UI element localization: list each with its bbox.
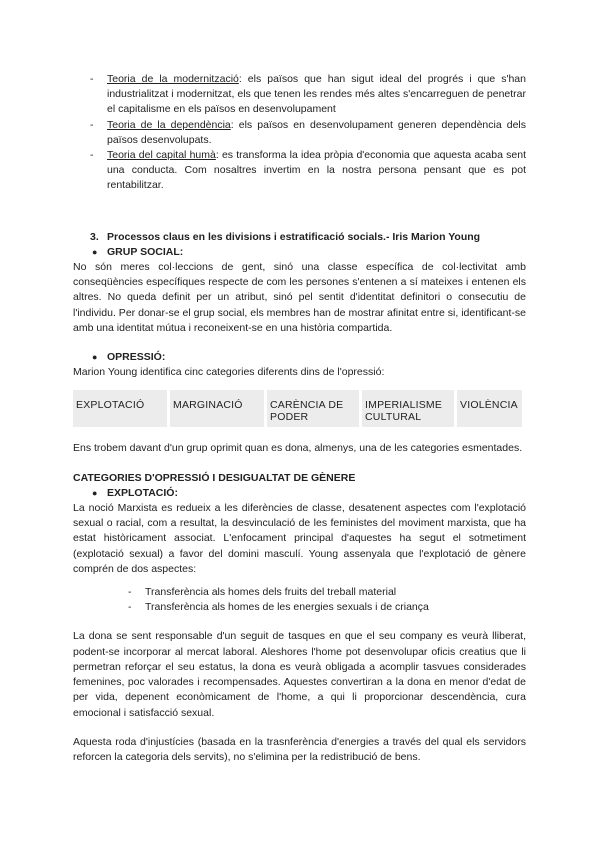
dash-bullet: -: [90, 73, 94, 85]
paragraph-2: La dona se sent responsable d'un seguit de tasques en que el seu company es veurà lliberat, podent-se incorporar al mercat laboral. Aleshores l'home pot desenvolupar oficis creatius que li permetran reforçar el seu estatus, la dona es veurà obligada a acomplir tasvues considerades femenines, poc valorades i recompensades. Aquestes convertiran a la dona en menor d'edat de per vida, depenent econòmicament de l'home, a qui li proporcionar descendència, cura emocional i satisfacció sexual.: [73, 630, 526, 719]
subheading-explotacio: [73, 486, 526, 501]
table-cell: CARÈNCIA DE PODER: [267, 390, 359, 427]
aspect-text: Transferència als homes dels fruits del treball material: [145, 586, 397, 599]
spacer: [73, 721, 526, 735]
table-cell: VIOLÈNCIA: [457, 390, 522, 427]
table-cell: EXPLOTACIÓ: [73, 390, 167, 427]
document-page: [73, 72, 526, 765]
theory-text: : els països en desenvolupament generen dependència dels països desenvolupats.: [107, 118, 526, 146]
subheading-label: GRUP SOCIAL:: [107, 245, 184, 258]
table-cell: IMPERIALISME CULTURAL: [362, 390, 454, 427]
table-row: [73, 390, 522, 427]
bullet-icon: ●: [92, 352, 98, 363]
bullet-icon: ●: [92, 246, 98, 257]
dash-bullet: -: [90, 149, 94, 162]
spacer: [73, 336, 526, 350]
bullet-icon: ●: [92, 487, 98, 498]
list-item: [73, 600, 526, 615]
list-item: [73, 72, 526, 118]
grup-social-text: No són meres col·leccions de gent, sinó una classe específica de col·lectivitat amb conseqüències específiques respecte de com les persones s'entenen a sí mateixes i entenen els altres. No queda definit per un atribut, sinó pel sentit d'identitat definitori o consecutiu de l'individu. Per donar-se el grup social, els membres han de mostrar afinitat entre si, identificant-se amb una identitat mútua i reconeixent-se en una història compartida.: [73, 261, 526, 334]
dash-bullet: -: [128, 601, 132, 614]
list-item: [73, 148, 526, 194]
opressio-after: Ens trobem davant d'un grup oprimit quan es dona, almenys, una de les categories esmentades.: [73, 442, 523, 455]
list-item: [73, 585, 526, 600]
theory-term: Teoria de la dependència: [107, 118, 231, 131]
dash-bullet: -: [90, 118, 94, 131]
theory-term: Teoria de la modernització: [107, 73, 239, 85]
subheading-label: EXPLOTACIÓ:: [107, 486, 178, 499]
paragraph-3: Aquesta roda d'injustícies (basada en la trasnferència d'energies a través del qual els servidors reforcen la categoria dels servits), no s'elimina per la redistribució de bens.: [73, 735, 526, 763]
theories-list: [73, 72, 526, 194]
categories-section-title: CATEGORIES D'OPRESSIÓ I DESIGUALTAT DE GÈNERE: [73, 471, 356, 484]
opressio-intro: Marion Young identifica cinc categories diferents dins de l'opressió:: [73, 366, 385, 379]
dash-bullet: -: [128, 586, 132, 599]
spacer: [73, 615, 526, 629]
theory-text: : els països que han sigut ideal del progrés i que s'han industrialitzat i modernitzat, els que tenen les rendes més altes s'encarreguen de penetrar el capitalisme en els països en desenvolupament: [107, 73, 526, 116]
subheading-label: OPRESSIÓ:: [107, 351, 166, 364]
section-number: 3.: [90, 230, 99, 243]
spacer: [73, 427, 526, 441]
section-heading: [73, 230, 526, 245]
theory-text: : es transforma la idea pròpia d'economia que aquesta acaba sent una conducta. Com nosaltres invertim en la nostra persona pensant que es pot rentabilitzar.: [107, 149, 526, 192]
aspect-text: Transferència als homes de les energies sexuals i de criança: [145, 601, 429, 614]
subheading-grup-social: [73, 245, 526, 260]
explotacio-text: La noció Marxista es redueix a les diferències de classe, desatenent aspectes com l'explotació sexual o racial, com a resultat, la desvinculació de les feministes del moviment marxista, que ha estat històricament associat. L'enfocament principal d'aquestes ha segut el sotmetiment (explotació sexual) a favor del domini masculí. Young assenyala que l'explotació de gènere comprén de dos aspectes:: [73, 502, 526, 575]
table-cell: MARGINACIÓ: [170, 390, 264, 427]
section-title: Processos claus en les divisions i estratificació socials.- Iris Marion Young: [107, 230, 481, 243]
theory-term: Teoria del capital humà: [107, 149, 216, 162]
subheading-opressio: [73, 350, 526, 365]
list-item: [73, 118, 526, 148]
categories-table: [70, 390, 525, 427]
aspects-list: [73, 585, 526, 615]
